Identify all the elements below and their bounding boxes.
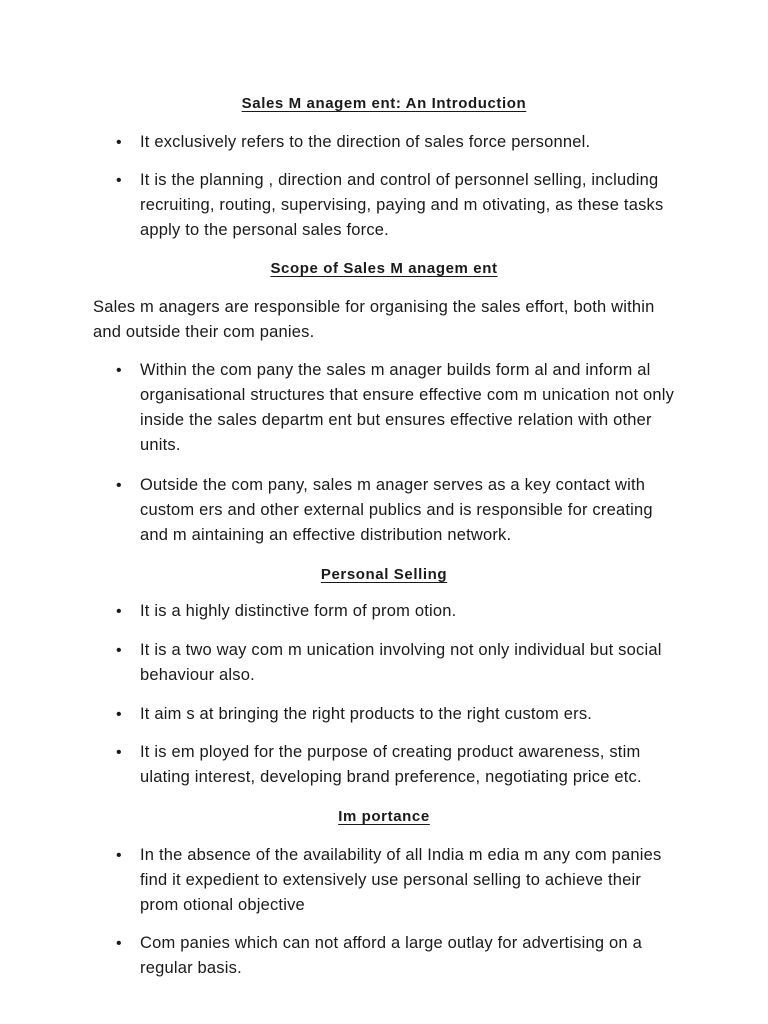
list-item-text: Within the com pany the sales m anager builds form al and inform al organisational structures that ensure effective com m unication not only inside the sales departm ent but ensures effective relation with other units.	[140, 361, 675, 454]
bullet-icon: •	[116, 477, 122, 494]
bullet-icon: •	[116, 603, 122, 620]
heading-introduction: Sales M anagem ent: An Introduction	[241, 95, 527, 112]
bullet-icon: •	[116, 362, 122, 379]
list-item-text: It is a highly distinctive form of prom otion.	[140, 602, 457, 620]
list-item	[116, 638, 676, 688]
list-item-text: Outside the com pany, sales m anager serves as a key contact with custom ers and other external publics and is responsible for creating and m aintaining an effective distribution network.	[140, 476, 653, 544]
bullet-icon: •	[116, 172, 122, 189]
heading-personal-selling: Personal Selling	[320, 566, 448, 583]
list-item-text: In the absence of the availability of all India m edia m any com panies find it expedient to extensively use personal selling to achieve their prom otional objective	[140, 846, 662, 914]
list-item	[116, 358, 676, 458]
list-item	[116, 473, 676, 548]
list-item	[116, 740, 676, 790]
bullet-icon: •	[116, 706, 122, 723]
list-item	[116, 130, 676, 155]
list-item	[116, 168, 676, 243]
list-item	[116, 931, 676, 981]
list-item	[116, 702, 676, 727]
bullet-icon: •	[116, 847, 122, 864]
heading-importance: Im portance	[338, 808, 430, 825]
list-item-text: It is a two way com m unication involving not only individual but social behaviour also.	[140, 641, 662, 684]
list-item-text: Com panies which can not afford a large outlay for advertising on a regular basis.	[140, 934, 642, 977]
list-item	[116, 843, 676, 918]
list-item	[116, 599, 676, 624]
scope-paragraph: Sales m anagers are responsible for organising the sales effort, both within and outside their com panies.	[93, 298, 655, 341]
list-item-text: It is em ployed for the purpose of creating product awareness, stim ulating interest, developing brand preference, negotiating price etc.	[140, 743, 642, 786]
bullet-icon: •	[116, 744, 122, 761]
list-item-text: It exclusively refers to the direction of sales force personnel.	[140, 133, 591, 151]
bullet-icon: •	[116, 935, 122, 952]
bullet-icon: •	[116, 642, 122, 659]
list-item-text: It is the planning , direction and control of personnel selling, including recruiting, routing, supervising, paying and m otivating, as these tasks apply to the personal sales force.	[140, 171, 664, 239]
bullet-icon: •	[116, 134, 122, 151]
heading-scope: Scope of Sales M anagem ent	[270, 260, 498, 277]
list-item-text: It aim s at bringing the right products to the right custom ers.	[140, 705, 593, 723]
